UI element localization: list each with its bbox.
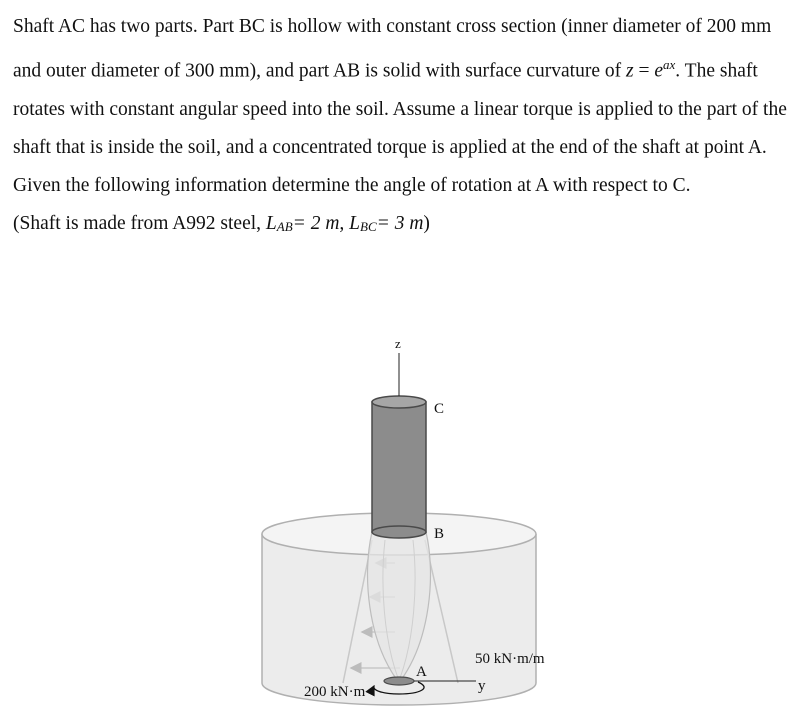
shaft-part-bc (372, 396, 426, 538)
shaft-section-b (372, 526, 426, 538)
length-bc-symbol: L (349, 212, 361, 234)
problem-text-part-2: . The shaft rotates with constant angular speed into the soil. Assume a linear torque is applied to the part of the shaft that is inside the soil, and a concentrated torque is applied at the end of the shaft at point A. Given the following information determine the angle of rotation at A with respect to C. (13, 60, 787, 196)
point-b-label: B (434, 526, 445, 542)
material-close: ) (423, 212, 430, 234)
curve-exponent: ax (663, 57, 676, 72)
length-ab-value: = 2 m, (292, 212, 350, 234)
curve-equals: = (633, 60, 655, 82)
shaft-bc-body (372, 402, 426, 532)
point-c-label: C (434, 401, 445, 417)
length-ab-subscript: AB (276, 218, 293, 234)
length-bc-value: = 3 m (376, 212, 424, 234)
distributed-torque-label: 50 kN·m/m (475, 651, 545, 667)
shaft-top-c (372, 396, 426, 408)
length-bc-subscript: BC (360, 218, 377, 234)
shaft-end-a (384, 677, 414, 685)
curve-base: e (654, 60, 663, 82)
material-open: (Shaft is made from A992 steel, (13, 212, 266, 234)
axis-z-label: z (395, 336, 401, 351)
curve-variable: z (626, 60, 634, 82)
point-a-label: A (416, 664, 427, 680)
length-ab-symbol: L (265, 212, 277, 234)
problem-text-part-1: Shaft AC has two parts. Part BC is hollow with constant cross section (inner diameter of 200 mm and outer diameter of 300 mm), and part AB is solid with surface curvature of (13, 16, 772, 82)
concentrated-torque-label: 200 kN·m (304, 684, 366, 700)
axis-y-label: y (478, 678, 486, 694)
